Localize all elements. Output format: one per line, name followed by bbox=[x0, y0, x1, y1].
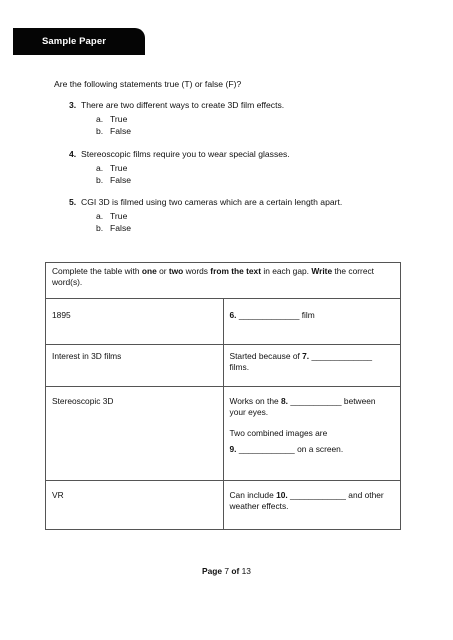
instruction-part: in each gap. bbox=[261, 266, 312, 276]
gap-before-text: Can include bbox=[229, 490, 277, 500]
question-number: 3. bbox=[69, 100, 77, 110]
option-letter: a. bbox=[96, 114, 104, 124]
gap-after-text: and other weather effects. bbox=[229, 490, 384, 511]
gap-after-text: on a screen. bbox=[297, 444, 344, 454]
row-topic: 1895 bbox=[46, 299, 224, 345]
row-answer bbox=[223, 299, 401, 345]
option-true[interactable] bbox=[96, 210, 342, 222]
gap-after-text: films. bbox=[229, 362, 250, 372]
gap-fill-table bbox=[45, 262, 401, 530]
option-label: True bbox=[110, 114, 128, 124]
sample-paper-tab bbox=[13, 28, 145, 55]
option-true[interactable] bbox=[96, 162, 290, 174]
stereo-line-2 bbox=[230, 428, 395, 439]
row-topic: Interest in 3D films bbox=[46, 345, 224, 387]
option-label: False bbox=[110, 126, 132, 136]
gap-after-text: between your eyes. bbox=[229, 396, 376, 417]
option-letter: a. bbox=[96, 163, 104, 173]
stereo-line-3 bbox=[230, 444, 395, 455]
row-text: Two combined images are bbox=[229, 428, 328, 438]
sample-paper-label: Sample Paper bbox=[41, 36, 107, 47]
answer-gap-6[interactable]: _____________ bbox=[236, 310, 302, 320]
option-false[interactable] bbox=[96, 125, 284, 137]
gap-after-text: film bbox=[301, 310, 315, 320]
instruction-bold: one bbox=[141, 266, 157, 276]
gap-number: 6. bbox=[229, 310, 237, 320]
instructions-text: Are the following statements true (T) or false (F)? bbox=[54, 79, 242, 89]
page-total: 13 bbox=[241, 566, 251, 576]
option-true[interactable] bbox=[96, 113, 284, 125]
question-text: Stereoscopic films require you to wear special glasses. bbox=[81, 149, 290, 159]
question-number: 5. bbox=[69, 197, 77, 207]
gap-number: 10. bbox=[276, 490, 288, 500]
gap-number: 7. bbox=[302, 351, 310, 361]
gap-number: 8. bbox=[281, 396, 289, 406]
option-label: False bbox=[110, 223, 132, 233]
instruction-bold: Write bbox=[311, 266, 333, 276]
option-label: False bbox=[110, 175, 132, 185]
instruction-part: the correct word(s). bbox=[52, 266, 375, 287]
table-row bbox=[46, 481, 401, 530]
answer-gap-8[interactable]: ___________ bbox=[288, 396, 344, 406]
row-answer bbox=[223, 481, 401, 530]
page-number bbox=[0, 566, 453, 576]
stereo-line-1 bbox=[230, 396, 395, 418]
page-of: of bbox=[229, 566, 242, 576]
question-number: 4. bbox=[69, 149, 77, 159]
option-label: True bbox=[110, 211, 128, 221]
instruction-part: words bbox=[183, 266, 211, 276]
gap-number: 9. bbox=[229, 444, 237, 454]
table-row bbox=[46, 345, 401, 387]
gap-before-text: Works on the bbox=[229, 396, 282, 406]
question-text: CGI 3D is filmed using two cameras which are a certain length apart. bbox=[81, 197, 343, 207]
row-topic: VR bbox=[46, 481, 224, 530]
answer-gap-9[interactable]: ____________ bbox=[236, 444, 298, 454]
instruction-part: or bbox=[156, 266, 169, 276]
page-label: Page bbox=[202, 566, 225, 576]
answer-gap-10[interactable]: ____________ bbox=[287, 490, 349, 500]
question-text: There are two different ways to create 3D film effects. bbox=[81, 100, 285, 110]
question-3 bbox=[69, 99, 284, 137]
option-letter: b. bbox=[96, 175, 104, 185]
row-answer bbox=[223, 387, 401, 481]
table-row bbox=[46, 299, 401, 345]
gap-before-text: Started because of bbox=[229, 351, 303, 361]
instruction-part: Complete the table with bbox=[52, 266, 142, 276]
option-false[interactable] bbox=[96, 222, 342, 234]
option-letter: b. bbox=[96, 126, 104, 136]
table-row bbox=[46, 387, 401, 481]
option-letter: b. bbox=[96, 223, 104, 233]
instruction-bold: from the text bbox=[210, 266, 262, 276]
question-5 bbox=[69, 196, 342, 234]
option-false[interactable] bbox=[96, 174, 290, 186]
row-answer bbox=[223, 345, 401, 387]
answer-gap-7[interactable]: _____________ bbox=[309, 351, 373, 361]
option-letter: a. bbox=[96, 211, 104, 221]
instruction-bold: two bbox=[168, 266, 184, 276]
table-instruction-row bbox=[46, 263, 401, 299]
page-current: 7 bbox=[224, 566, 230, 576]
table-instruction bbox=[46, 263, 401, 299]
question-4 bbox=[69, 148, 290, 186]
option-label: True bbox=[110, 163, 128, 173]
row-topic: Stereoscopic 3D bbox=[46, 387, 224, 481]
